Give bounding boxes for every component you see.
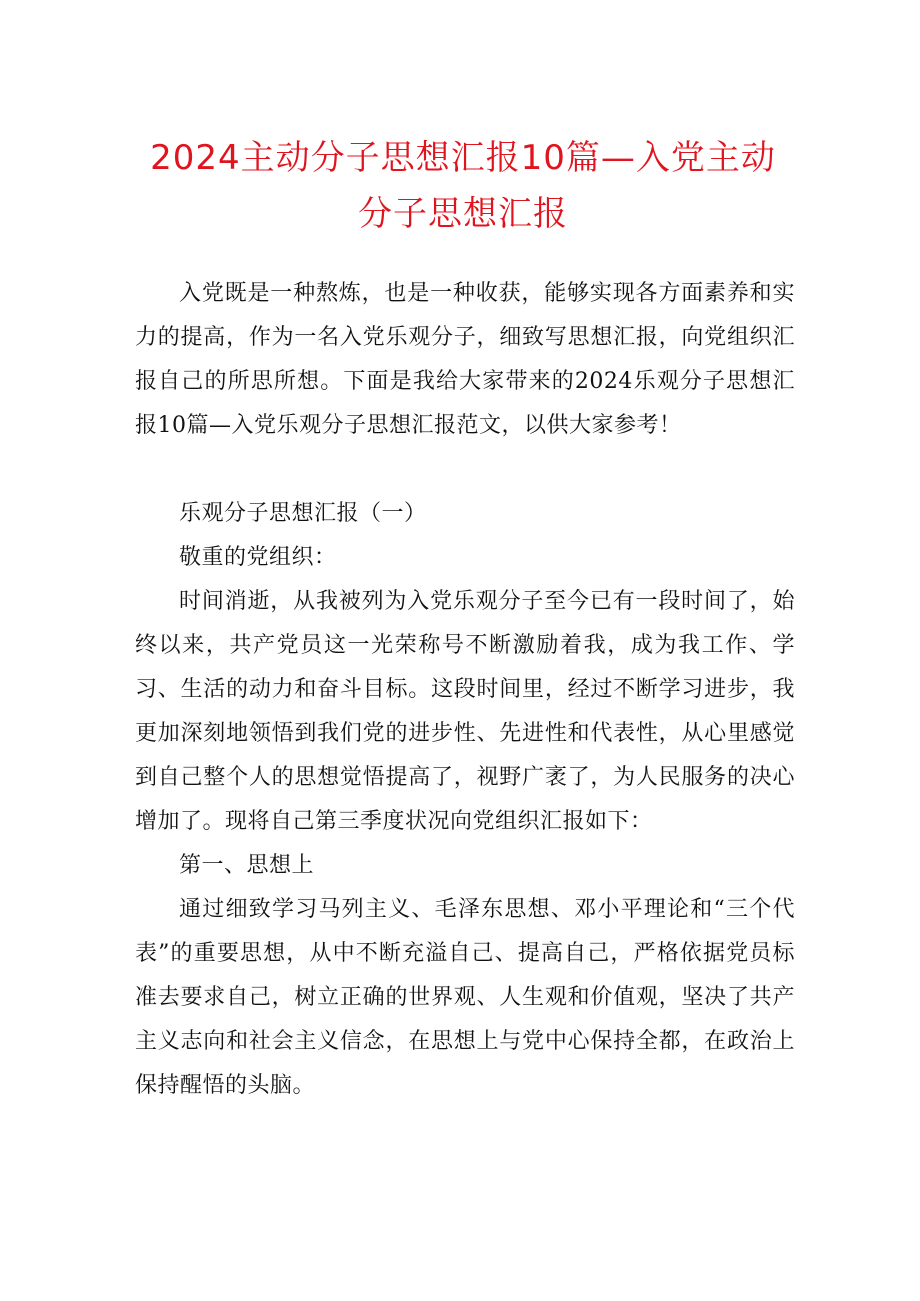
subheading-thought: 第一、思想上: [179, 853, 315, 878]
paragraph-gap: [135, 448, 795, 492]
salutation: 敬重的党组织：: [179, 545, 337, 570]
document-title: [118, 130, 808, 242]
body-paragraph-1: 时间消逝，从我被列为入党乐观分子至今已有一段时间了，始终以来，共产党员这一光荣称号不断激励着我，成为我工作、学习、生活的动力和奋斗目标。这段时间里，经过不断学习进步，我更加深刻地领悟到我们党的进步性、先进性和代表性，从心里感觉到自己整个人的思想觉悟提高了，视野广袤了，为人民服务的决心增加了。现将自己第三季度状况向党组织汇报如下：: [135, 589, 795, 834]
section-heading: 乐观分子思想汇报（一）: [179, 501, 427, 526]
intro-paragraph: 入党既是一种熬炼，也是一种收获，能够实现各方面素养和实力的提高，作为一名入党乐观分子，细致写思想汇报，向党组织汇报自己的所思所想。下面是我给大家带来的2024乐观分子思想汇报10篇—入党乐观分子思想汇报范文，以供大家参考！: [135, 281, 795, 438]
title-line-2: 分子思想汇报: [358, 194, 568, 234]
title-line-1: 2024主动分子思想汇报10篇—入党主动: [150, 138, 776, 178]
body-paragraph-2: 通过细致学习马列主义、毛泽东思想、邓小平理论和“三个代表”的重要思想，从中不断充溢自己、提高自己，严格依据党员标准去要求自己，树立正确的世界观、人生观和价值观，坚决了共产主义志向和社会主义信念，在思想上与党中心保持全都，在政治上保持醒悟的头脑。: [135, 897, 795, 1098]
document-body: [135, 272, 795, 1108]
